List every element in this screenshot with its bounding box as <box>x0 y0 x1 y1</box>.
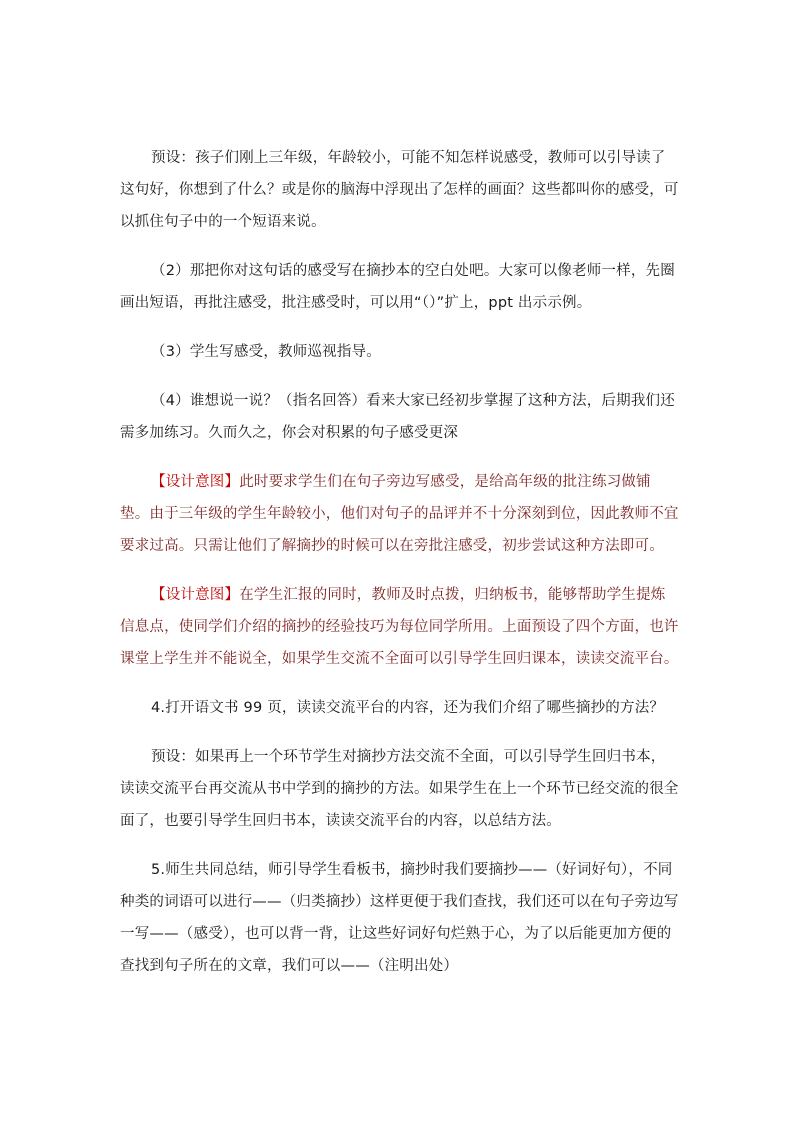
paragraph-preset-1: 预设：孩子们刚上三年级，年龄较小，可能不知怎样说感受，教师可以引导读了这句好，你想到了什么？或是你的脑海中浮现出了怎样的画面？这些都叫你的感受，可以抓住句子中的一个短语来说。 <box>120 150 679 230</box>
design-intent-1 <box>120 466 680 562</box>
paragraph-item-4: 4.打开语文书 99 页，读读交流平台的内容，还为我们介绍了哪些摘抄的方法？ <box>151 700 665 716</box>
paragraph-item-5: 5.师生共同总结，师引导学生看板书，摘抄时我们要摘抄——（好词好句），不同种类的词语可以进行——（归类摘抄）这样更便于我们查找，我们还可以在句子旁边写一写——（感受），也可以背一背，让这些好词好句烂熟于心，为了以后能更加方便的查找到句子所在的文章，我们可以——（注明出处） <box>120 862 679 974</box>
paragraph-step-4: （4）谁想说一说？（指名回答）看来大家已经初步掌握了这种方法，后期我们还需多加练习。久而久之，你会对积累的句子感受更深 <box>120 393 675 441</box>
design-intent-tag: 【设计意图】 <box>151 474 240 490</box>
paragraph-step-3: （3）学生写感受，教师巡视指导。 <box>151 344 381 360</box>
design-intent-2 <box>120 579 680 675</box>
paragraph-preset-2: 预设：如果再上一个环节学生对摘抄方法交流不全面，可以引导学生回归书本，读读交流平台再交流从书中学到的摘抄的方法。如果学生在上一个环节已经交流的很全面了，也要引导学生回归书本，读读交流平台的内容，以总结方法。 <box>120 749 679 829</box>
design-intent-tag: 【设计意图】 <box>151 587 240 603</box>
design-intent-text: 此时要求学生们在句子旁边写感受，是给高年级的批注练习做铺垫。由于三年级的学生年龄较小，他们对句子的品评并不十分深刻到位，因此教师不宜要求过高。只需让他们了解摘抄的时候可以在旁批注感受，初步尝试这种方法即可。 <box>120 474 679 554</box>
document-body <box>120 142 680 999</box>
paragraph-step-2: （2）那把你对这句话的感受写在摘抄本的空白处吧。大家可以像老师一样，先圈画出短语，再批注感受，批注感受时，可以用“（）”扩上，ppt 出示示例。 <box>120 263 675 311</box>
design-intent-text: 在学生汇报的同时，教师及时点拨，归纳板书，能够帮助学生提炼信息点，使同学们介绍的摘抄的经验技巧为每位同学所用。上面预设了四个方面，也许课堂上学生并不能说全，如果学生交流不全面可以引导学生回归课本，读读交流平台。 <box>120 587 679 667</box>
